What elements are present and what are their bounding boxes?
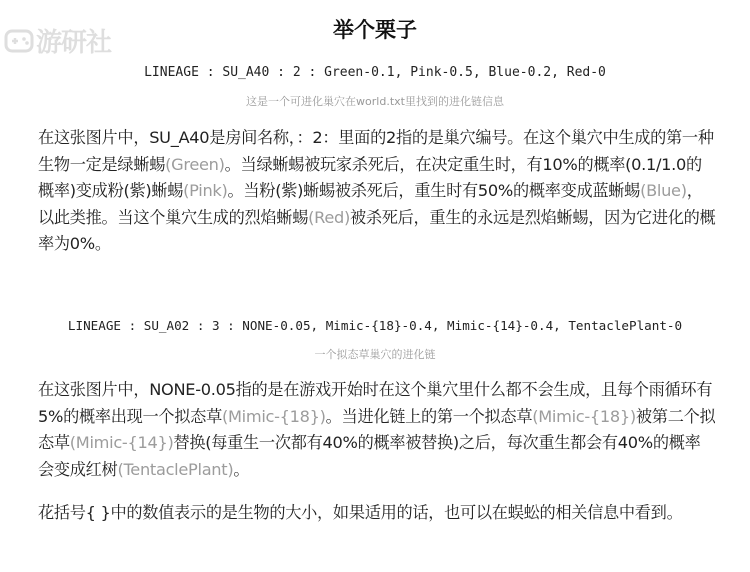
watermark-text: 游研社 bbox=[36, 28, 112, 58]
page-title: 举个栗子 bbox=[333, 18, 417, 42]
paragraph-1-text-4: ，以此类推。当这个巢穴生成的烈焰蜥蜴 bbox=[38, 181, 703, 227]
paragraph-2-text-4: 替换(每重生一次都有40%的概率被替换)之后，每次重生都会有40%的概率会变成红树 bbox=[38, 433, 701, 479]
paragraph-2-text-3: 被第二个拟态草 bbox=[38, 406, 716, 452]
paragraph-1-text-2: 。当绿蜥蜴被玩家杀死后，在决定重生时，有10%的概率(0.1/1.0的概率)变成粉(紫)蜥蜴 bbox=[38, 154, 702, 200]
code-example-1: LINEAGE : SU_A40 : 2 : Green-0.1, Pink-0.5, Blue-0.2, Red-0 bbox=[144, 65, 606, 80]
paragraph-2-text-2: 。当进化链上的第一个拟态草 bbox=[325, 406, 533, 426]
paragraph-1-text-5: 被杀死后，重生的永远是烈焰蜥蜴，因为它进化的概率为0%。 bbox=[38, 207, 716, 253]
paragraph-1-term-red: (Red) bbox=[308, 207, 350, 227]
paragraph-2-term-tentacle-plant: (TentaclePlant) bbox=[117, 459, 234, 479]
paragraph-2-term-mimic-18-b: (Mimic-{18}) bbox=[532, 406, 636, 426]
paragraph-2-text-5: 。 bbox=[233, 459, 250, 479]
caption-example-1: 这是一个可进化巢穴在world.txt里找到的进化链信息 bbox=[246, 95, 504, 108]
paragraph-2 bbox=[38, 377, 716, 483]
paragraph-1-text-3: 。当粉(紫)蜥蜴被杀死后，重生时有50%的概率变成蓝蜥蜴 bbox=[227, 181, 641, 200]
paragraph-1 bbox=[38, 125, 716, 258]
caption-example-2: 一个拟态草巢穴的进化链 bbox=[314, 348, 436, 361]
paragraph-3: 花括号{ }中的数值表示的是生物的大小，如果适用的话，也可以在蜈蚣的相关信息中看到。 bbox=[38, 503, 683, 522]
paragraph-1-term-pink: (Pink) bbox=[183, 181, 228, 200]
paragraph-2-term-mimic-14: (Mimic-{14}) bbox=[69, 433, 174, 452]
paragraph-1-text-1: 在这张图片中，SU_A40是房间名称，：2：里面的2指的是巢穴编号。在这个巢穴中生成的第一种生物一定是绿蜥蜴 bbox=[38, 128, 714, 174]
paragraph-1-term-green: (Green) bbox=[165, 154, 225, 174]
paragraph-2-text-1: 在这张图片中，NONE-0.05指的是在游戏开始时在这个巢穴里什么都不会生成，且每个雨循环有5%的概率出现一个拟态草 bbox=[38, 380, 713, 426]
paragraph-2-term-mimic-18-a: (Mimic-{18}) bbox=[221, 406, 326, 426]
code-example-2: LINEAGE : SU_A02 : 3 : NONE-0.05, Mimic-{18}-0.4, Mimic-{14}-0.4, TentaclePlant-0 bbox=[67, 318, 683, 333]
paragraph-1-term-blue: (Blue) bbox=[640, 181, 687, 200]
